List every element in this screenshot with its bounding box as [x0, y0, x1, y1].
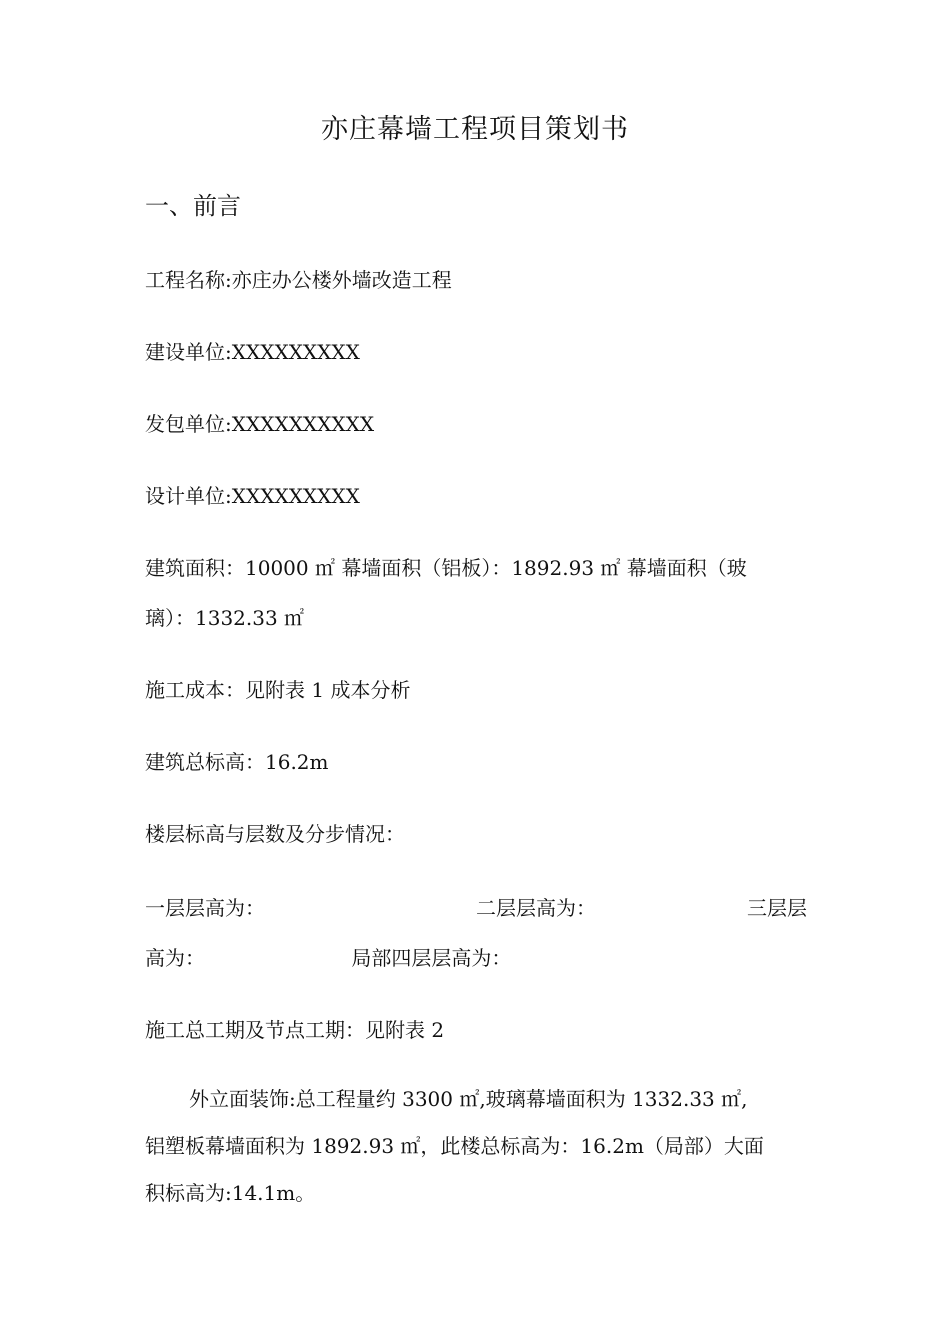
- section-heading: 一、前言: [145, 192, 241, 220]
- facade-paragraph: [145, 1076, 807, 1217]
- area-line-2: 璃）：1332.33 ㎡: [145, 606, 305, 630]
- floor-info-line: 楼层标高与层数及分步情况：: [145, 822, 405, 846]
- floor-heights-row-2: [145, 944, 807, 972]
- facade-line-1: 外立面装饰:总工程量约 3300 ㎡,玻璃幕墙面积为 1332.33 ㎡,: [189, 1087, 748, 1111]
- facade-line-2: 铝塑板幕墙面积为 1892.93 ㎡，此楼总标高为：16.2m（局部）大面: [145, 1134, 764, 1158]
- floor3-label-part1: 三层层: [747, 896, 807, 920]
- facade-line-3: 积标高为:14.1m。: [145, 1181, 316, 1205]
- document-title: 亦庄幕墙工程项目策划书: [321, 114, 629, 145]
- floor-heights-row: [145, 894, 807, 922]
- floor1-label: 一层层高为：: [145, 896, 265, 920]
- contractor-line: 发包单位:XXXXXXXXXX: [145, 412, 375, 436]
- schedule-line: 施工总工期及节点工期：见附表 2: [145, 1018, 445, 1042]
- floor2-label: 二层层高为：: [476, 896, 596, 920]
- builder-line: 建设单位:XXXXXXXXX: [145, 340, 360, 364]
- cost-line: 施工成本：见附表 1 成本分析: [145, 678, 411, 702]
- area-line-1: 建筑面积：10000 ㎡ 幕墙面积（铝板）：1892.93 ㎡ 幕墙面积（玻: [145, 556, 747, 580]
- project-name-line: 工程名称:亦庄办公楼外墙改造工程: [145, 268, 452, 292]
- total-height-line: 建筑总标高：16.2m: [145, 750, 329, 774]
- designer-line: 设计单位:XXXXXXXXX: [145, 484, 360, 508]
- floor4-label: 局部四层层高为：: [351, 946, 512, 970]
- floor3-label-part2: 高为：: [145, 946, 205, 970]
